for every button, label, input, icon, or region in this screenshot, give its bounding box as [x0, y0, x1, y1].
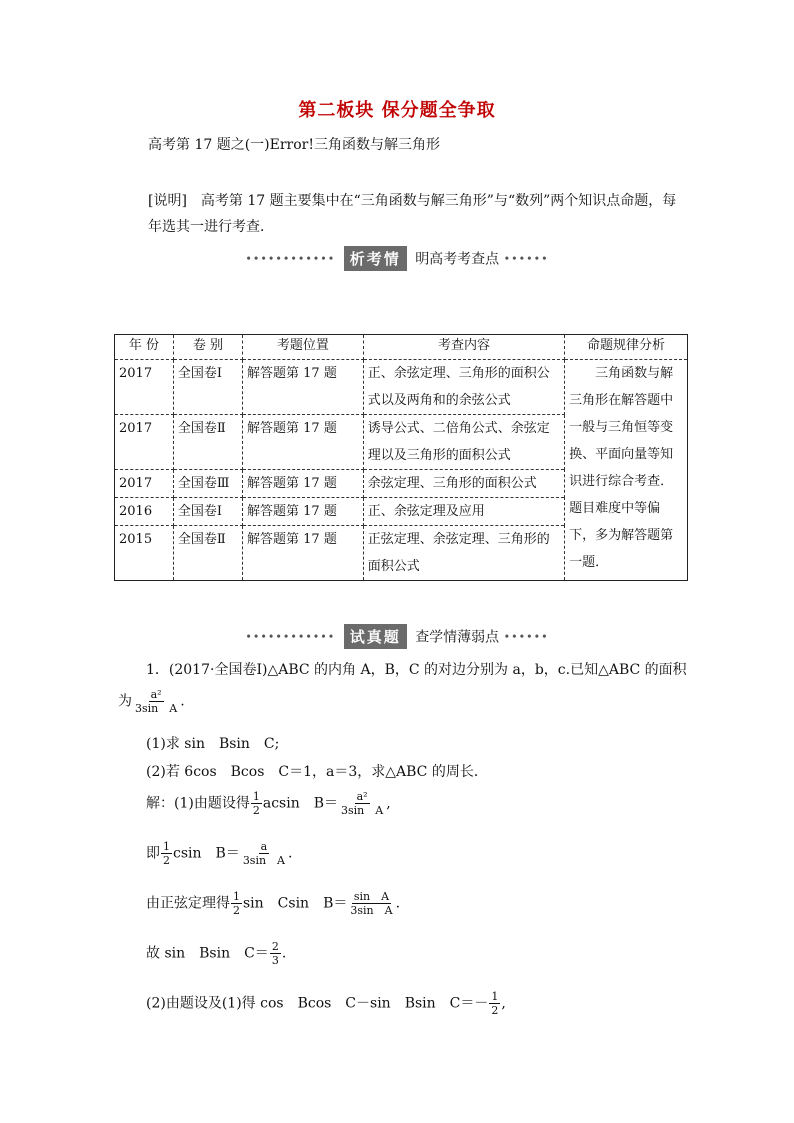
cell-juan: 全国卷Ⅱ: [173, 526, 242, 581]
area-fraction: [133, 688, 179, 715]
cell-year: 2015: [115, 526, 174, 581]
cell-juan: 全国卷Ⅲ: [173, 470, 242, 498]
rhs-fraction: [241, 840, 287, 867]
solution-text: ,: [386, 795, 391, 812]
solution-text: 即: [146, 845, 160, 862]
banner-practice: [0, 624, 794, 649]
cell-position: 解答题第 17 题: [243, 360, 364, 415]
half-fraction: [251, 790, 262, 817]
solution-text: (2)由题设及(1)得 cos Bcos C－sin Bsin C＝－: [146, 995, 489, 1012]
question-1: (1)求 sin Bsin C;: [146, 736, 280, 752]
problem-line-2: 为 $\frac{\text{a²}}{\text{3sin A}}$ .: [118, 688, 185, 715]
header-rule: 命题规律分析: [565, 335, 688, 360]
area-numerator: a²: [150, 688, 162, 701]
cell-position: 解答题第 17 题: [243, 498, 364, 526]
solution-text: .: [395, 895, 401, 912]
solution-text: sin Csin B＝: [243, 895, 348, 912]
banner-label: 析考情: [344, 246, 407, 271]
banner-dots-right: ••••••: [503, 630, 549, 644]
cell-content: 正、余弦定理及应用: [363, 498, 564, 526]
banner-text: 明高考考查点: [415, 251, 500, 268]
banner-dots-right: ••••••: [503, 252, 549, 266]
solution-step-5: [146, 990, 506, 1017]
cell-content: 正、余弦定理、三角形的面积公式以及两角和的余弦公式: [363, 360, 564, 415]
rhs-fraction: [339, 790, 385, 817]
fraction-denominator: 2: [491, 1004, 499, 1017]
fraction-numerator: a: [260, 840, 268, 853]
solution-text: .: [281, 945, 287, 962]
cell-content: 正弦定理、余弦定理、三角形的面积公式: [363, 526, 564, 581]
rhs-fraction: [348, 890, 394, 917]
solution-text: csin B＝: [173, 845, 240, 862]
cell-position: 解答题第 17 题: [243, 470, 364, 498]
fraction-numerator: sin A: [353, 890, 390, 903]
fraction-numerator: 1: [163, 840, 170, 853]
fraction-denominator: 2: [233, 904, 240, 917]
cell-year: 2017: [115, 470, 174, 498]
solution-text: ,: [501, 995, 506, 1012]
section-title: 第二板块 保分题全争取: [298, 100, 496, 121]
banner-dots-left: ••••••••••••: [245, 252, 336, 266]
banner-analysis: [0, 246, 794, 271]
table-row: [115, 360, 688, 415]
cell-juan: 全国卷Ⅱ: [173, 415, 242, 470]
result-fraction: [270, 940, 281, 967]
solution-text: .: [288, 845, 293, 862]
solution-text: 故 sin Bsin C＝: [146, 945, 269, 962]
cell-year: 2016: [115, 498, 174, 526]
half-fraction: [161, 840, 172, 867]
cell-year: 2017: [115, 415, 174, 470]
fraction-denominator: 2: [163, 854, 170, 867]
cell-juan: 全国卷Ⅰ: [173, 498, 242, 526]
solution-text: 由正弦定理得: [146, 895, 230, 912]
fraction-denominator: 3sin A: [341, 804, 384, 817]
fraction-denominator: 3: [271, 954, 279, 967]
banner-dots-left: ••••••••••••: [245, 630, 336, 644]
header-year: 年 份: [115, 335, 174, 360]
fraction-denominator: 3sin A: [242, 854, 286, 867]
cell-content: 诱导公式、二倍角公式、余弦定理以及三角形的面积公式: [363, 415, 564, 470]
solution-text: acsin B＝: [262, 795, 338, 812]
exam-table: [114, 334, 688, 581]
banner-text: 查学情薄弱点: [415, 629, 500, 646]
header-position: 考题位置: [243, 335, 364, 360]
header-content: 考查内容: [363, 335, 564, 360]
fraction-denominator: 3sin A: [350, 904, 393, 917]
note-paragraph: [说明] 高考第 17 题主要集中在“三角函数与解三角形”与“数列”两个知识点命题，每年选其一进行考查．: [148, 193, 677, 235]
solution-step-2: [146, 840, 292, 867]
half-fraction: [489, 990, 500, 1017]
table-header-row: [115, 335, 688, 360]
fraction-numerator: 1: [491, 990, 499, 1003]
cell-juan: 全国卷Ⅰ: [173, 360, 242, 415]
problem-line-1: 1．(2017·全国卷Ⅰ)△ABC 的内角 A，B，C 的对边分别为 a，b，c.已知△ABC 的面积: [146, 662, 687, 678]
cell-position: 解答题第 17 题: [243, 526, 364, 581]
section-subtitle: 高考第 17 题之(一)Error!三角函数与解三角形: [148, 137, 440, 153]
cell-position: 解答题第 17 题: [243, 415, 364, 470]
solution-step-4: [146, 940, 286, 967]
fraction-numerator: a²: [356, 790, 368, 803]
question-2: (2)若 6cos Bcos C＝1，a＝3，求△ABC 的周长．: [146, 764, 488, 780]
fraction-numerator: 1: [252, 790, 260, 803]
fraction-denominator: 2: [252, 804, 260, 817]
half-fraction: [231, 890, 242, 917]
solution-step-3: [146, 890, 400, 917]
header-juan: 卷 别: [173, 335, 242, 360]
cell-rule: 三角函数与解三角形在解答题中一般与三角恒等变换、平面向量等知识进行综合考查．题目难度中等偏下，多为解答题第一题．: [565, 360, 688, 581]
solution-step-1: [146, 790, 391, 817]
banner-label: 试真题: [344, 624, 407, 649]
cell-content: 余弦定理、三角形的面积公式: [363, 470, 564, 498]
fraction-numerator: 2: [271, 940, 279, 953]
cell-year: 2017: [115, 360, 174, 415]
fraction-numerator: 1: [233, 890, 240, 903]
solution-text: 解：(1)由题设得: [146, 795, 250, 812]
problem-line-2-prefix: 为: [118, 693, 132, 710]
area-denominator: 3sin A: [135, 702, 178, 715]
